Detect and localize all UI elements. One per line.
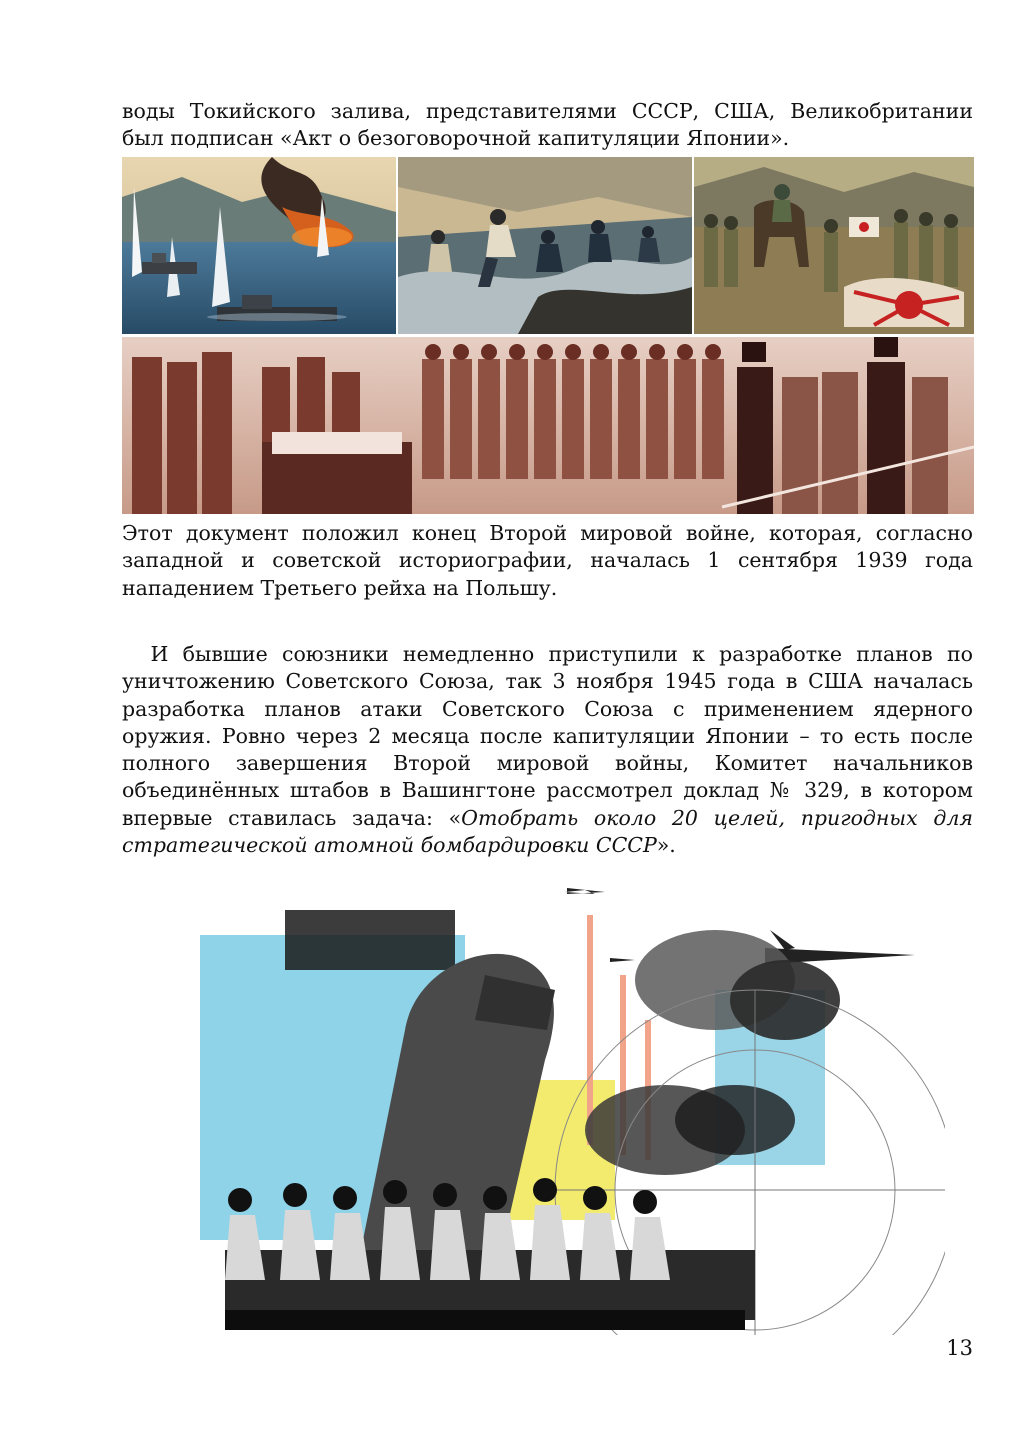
paragraph-nuclear-plans xyxy=(122,641,973,859)
collage-atomic-bomb xyxy=(195,880,945,1335)
text-line: полного завершения Второй мировой войны, Комитет начальников xyxy=(122,751,973,776)
painting-japanese-surrender xyxy=(694,157,974,334)
photo-surrender-ceremony xyxy=(122,337,974,514)
text-line: уничтожению Советского Союза, так 3 ноября 1945 года в США началась xyxy=(122,669,973,694)
quote-text: Отобрать около 20 целей, пригодных для xyxy=(461,805,973,830)
paragraph-end-of-war xyxy=(122,520,973,602)
text-line: разработка планов атаки Советского Союза с применением ядерного xyxy=(122,696,973,721)
text-line: западной и советской историографии, началась 1 сентября 1939 года xyxy=(122,548,973,573)
text-line: воды Токийского залива, представителями СССР, США, Великобритании xyxy=(122,99,973,123)
text-line: объединённых штабов в Вашингтоне рассмотрел доклад № 329, в котором xyxy=(122,778,973,803)
text-line: оружия. Ровно через 2 месяца после капитуляции Японии – то есть после xyxy=(122,723,973,748)
quote-text: стратегической атомной бомбардировки СССР xyxy=(122,833,657,858)
page-number: 13 xyxy=(946,1336,973,1360)
text-line: Этот документ положил конец Второй мировой войне, которая, согласно xyxy=(122,521,973,545)
text-segment: ». xyxy=(656,833,676,858)
text-line xyxy=(122,832,973,859)
text-segment: впервые ставилась задача: « xyxy=(122,805,462,830)
text-line: нападением Третьего рейха на Польшу. xyxy=(122,575,558,600)
text-line: И бывшие союзники немедленно приступили к разработке планов по xyxy=(122,642,973,666)
text-line: был подписан «Акт о безоговорочной капитуляции Японии». xyxy=(122,126,790,151)
text-line xyxy=(122,805,973,832)
paragraph-tokyo-bay xyxy=(122,98,973,153)
painting-naval-assault xyxy=(122,157,396,334)
painting-beach-landing xyxy=(398,157,692,334)
